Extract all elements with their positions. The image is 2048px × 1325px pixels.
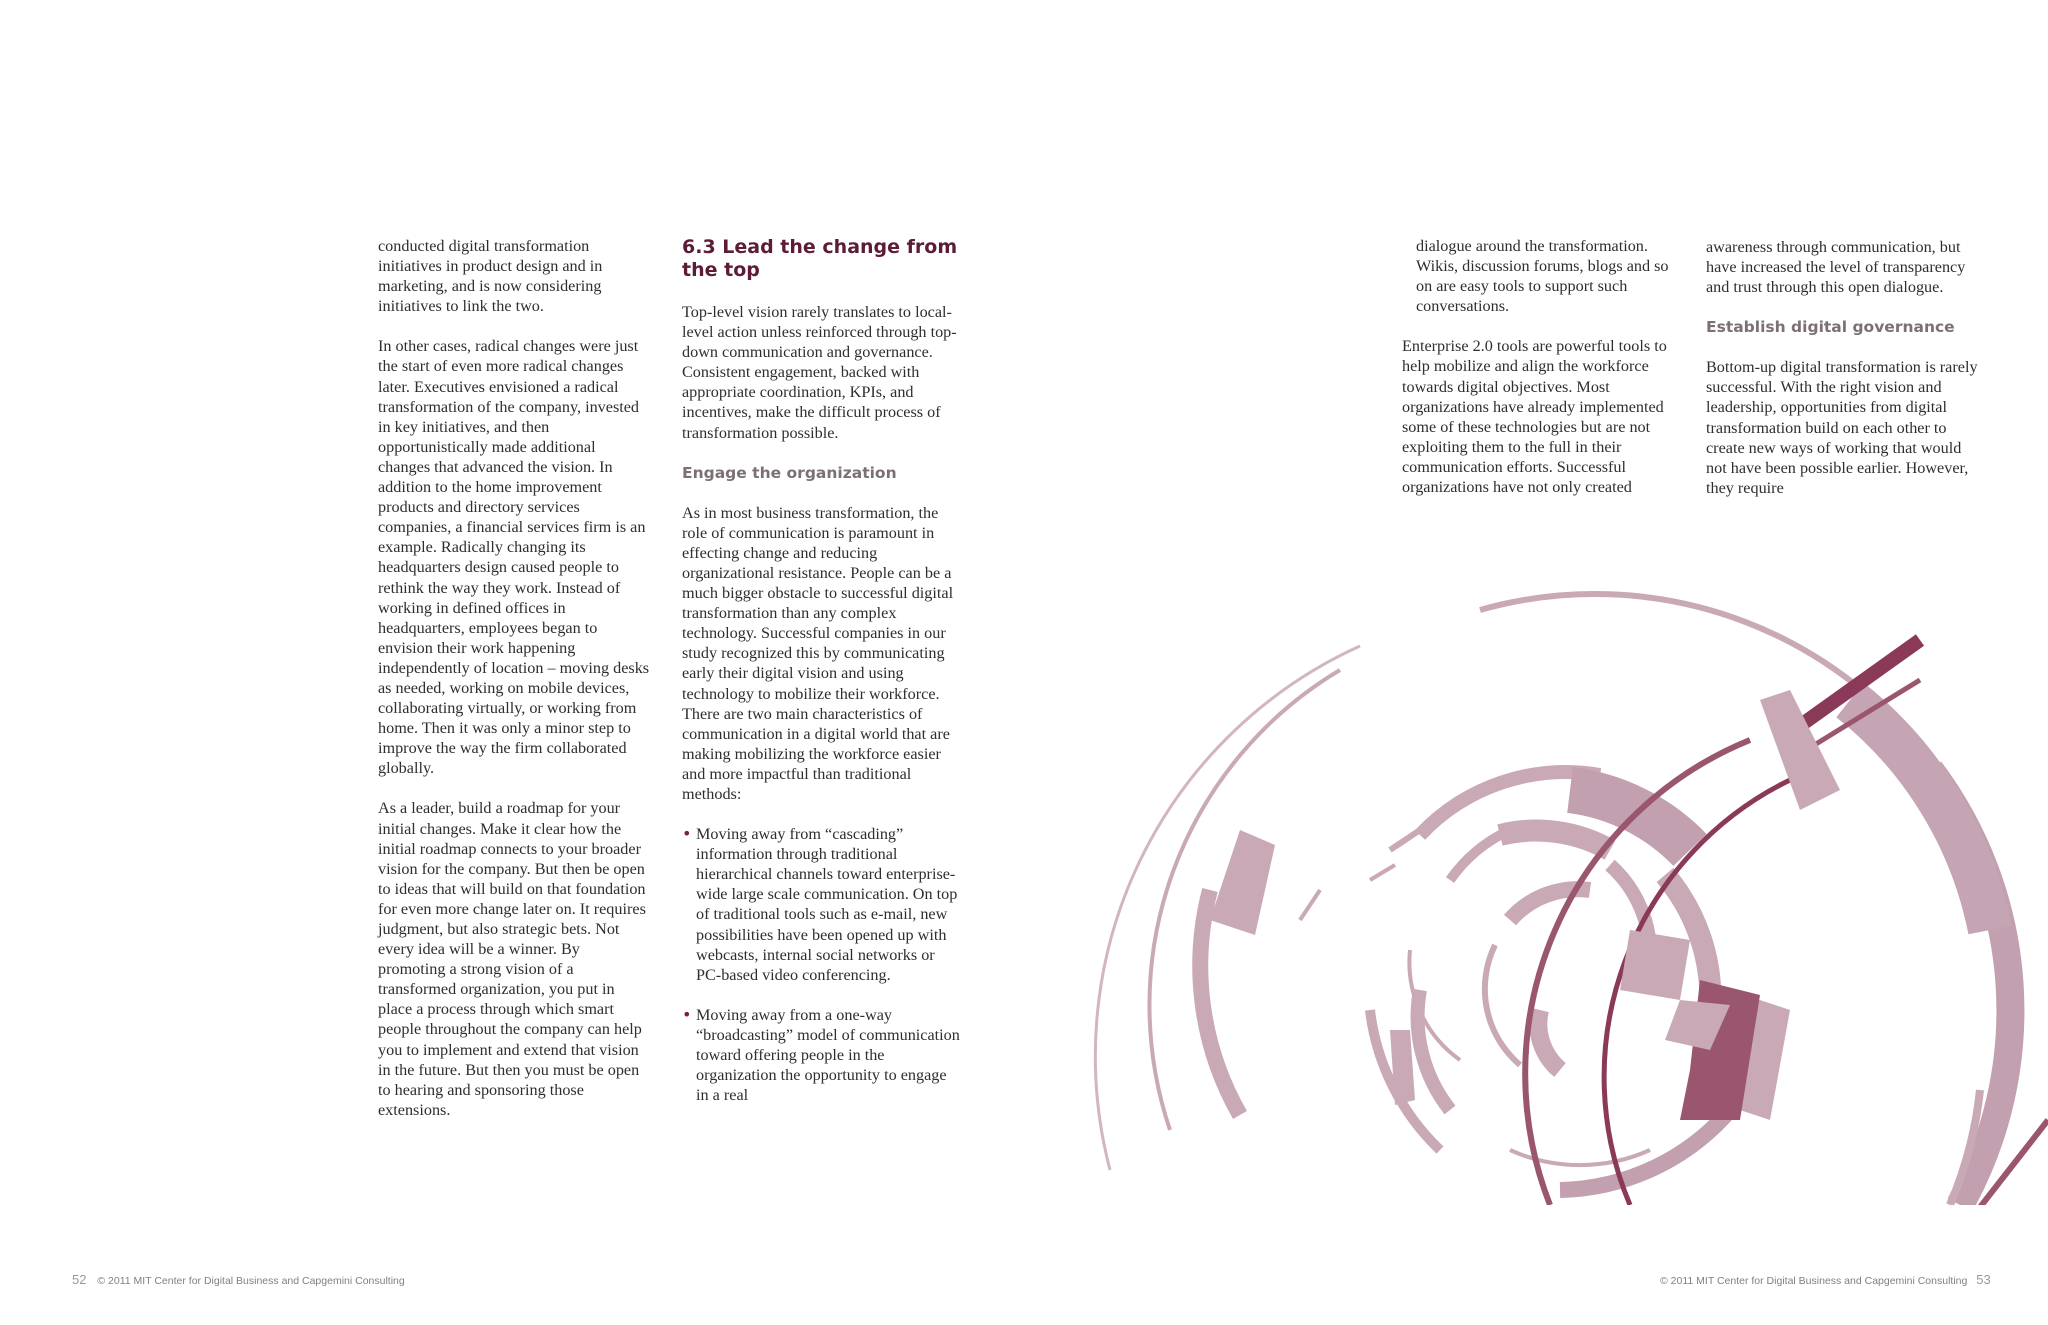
column-1	[378, 236, 650, 1120]
subheading: Engage the organization	[682, 463, 897, 482]
paragraph: Bottom-up digital transformation is rarely successful. With the right vision and leadership, opportunities from digital transformation build on each other to create new ways of working that would not have been possible earlier. However, they require	[1706, 358, 1978, 497]
bullet-item	[682, 1005, 960, 1105]
copyright: © 2011 MIT Center for Digital Business and Capgemini Consulting	[1660, 1275, 1968, 1287]
bullet-text: Moving away from “cascading” information through traditional hierarchical channels toward enterprise-wide large scale communication. On top of traditional tools such as e-mail, new possibilities have been opened up with webcasts, internal social networks or PC-based video conferencing.	[696, 825, 958, 984]
page-number: 53	[1976, 1272, 1991, 1287]
bullet-icon: •	[682, 824, 692, 844]
section-heading: 6.3 Lead the change from the top	[682, 236, 958, 281]
paragraph: In other cases, radical changes were just the start of even more radical changes later. Executives envisioned a radical transformation of the company, invested in key initiatives, and then opportunistically made additional changes that advanced the vision. In addition to the home improvement products and directory services companies, a financial services firm is an example. Radically changing its headquarters design caused people to rethink the way they work. Instead of working in defined offices in headquarters, employees began to envision their work happening independently of location – moving desks as needed, working on mobile devices, collaborating virtually, or working from home. Then it was only a minor step to improve the way the firm collaborated globally.	[378, 337, 650, 778]
column-2	[682, 236, 960, 1125]
footer-right	[1660, 1272, 1991, 1287]
bullet-item	[682, 824, 960, 985]
bullet-text: Moving away from a one-way “broadcasting” model of communication toward offering people in the organization the opportunity to engage in a real	[696, 1005, 960, 1105]
copyright: © 2011 MIT Center for Digital Business and Capgemini Consulting	[97, 1275, 405, 1287]
paragraph: Top-level vision rarely translates to local-level action unless reinforced through top-down communication and governance. Consistent engagement, backed with appropriate coordination, KPIs, and incentives, make the difficult process of transformation possible.	[682, 303, 957, 442]
paragraph: awareness through communication, but have increased the level of transparency and trust through this open dialogue.	[1706, 238, 1966, 297]
subheading: Establish digital governance	[1706, 318, 1955, 337]
paragraph: As a leader, build a roadmap for your initial changes. Make it clear how the initial roadmap connects to your broader vision for the company. But then be open to ideas that will build on that foundation for even more change later on. It requires judgment, but also strategic bets. Not every idea will be a winner. By promoting a strong vision of a transformed organization, you put in place a process through which smart people throughout the company can help you to implement and extend that vision in the future. But then you must be open to hearing and sponsoring those extensions.	[378, 799, 646, 1119]
concentric-arcs-graphic	[1090, 590, 2048, 1205]
column-4	[1706, 237, 1978, 498]
footer-left	[72, 1272, 405, 1287]
paragraph: As in most business transformation, the role of communication is paramount in effecting change and reducing organizational resistance. People can be a much bigger obstacle to successful digital transformation than any complex technology. Successful companies in our study recognized this by communicating early their digital vision and using technology to mobilize their workforce. There are two main characteristics of communication in a digital world that are making mobilizing the workforce easier and more impactful than traditional methods:	[682, 503, 954, 803]
column-3	[1402, 236, 1672, 497]
paragraph: dialogue around the transformation. Wikis, discussion forums, blogs and so on are easy tools to support such conversations.	[1416, 237, 1669, 316]
paragraph: Enterprise 2.0 tools are powerful tools to help mobilize and align the workforce towards digital objectives. Most organizations have already implemented some of these technologies but are not exploiting them to the full in their communication efforts. Successful organizations have not only created	[1402, 337, 1667, 497]
paragraph: conducted digital transformation initiatives in product design and in marketing, and is now considering initiatives to link the two.	[378, 237, 603, 316]
page-number: 52	[72, 1272, 87, 1287]
bullet-icon: •	[682, 1004, 692, 1024]
